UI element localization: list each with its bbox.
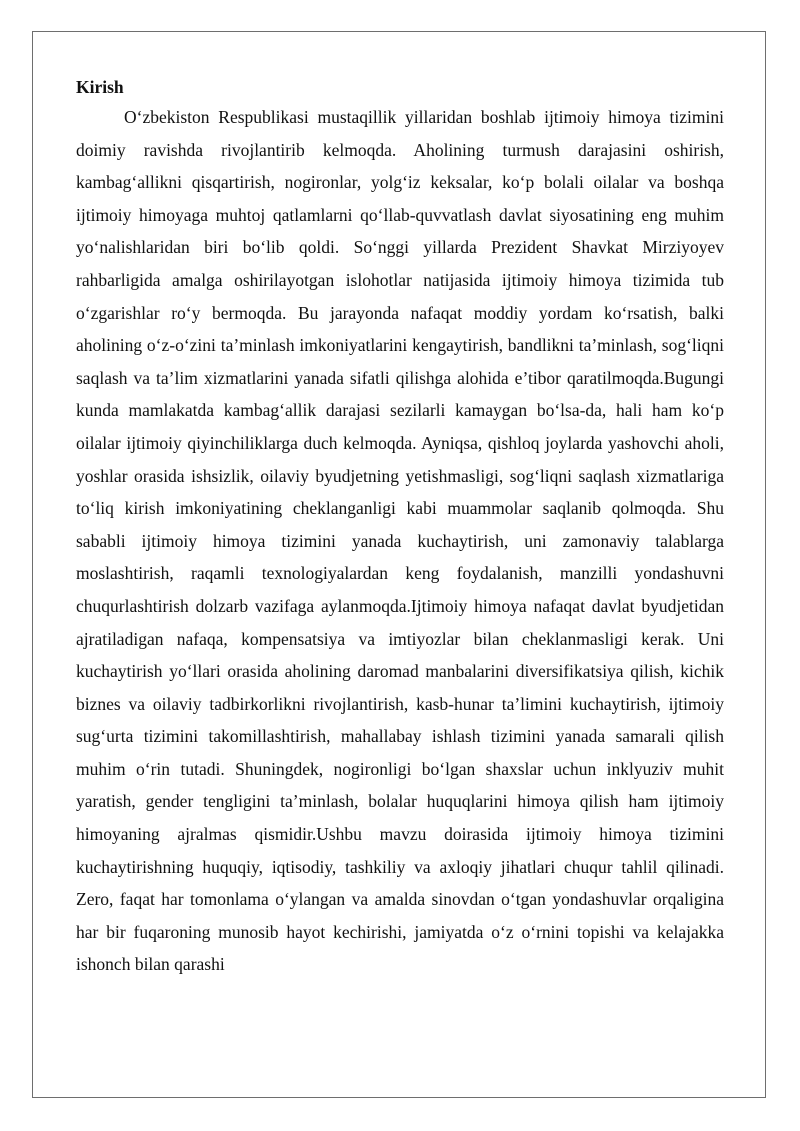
section-heading: Kirish — [76, 77, 124, 97]
body-paragraph: O‘zbekiston Respublikasi mustaqillik yillaridan boshlab ijtimoiy himoya tizimini doimiy ravishda rivojlantirib kelmoqda. Aholining turmush darajasini oshirish, kambag‘allikni qisqartirish, nogironlar, yolg‘iz keksalar, ko‘p bolali oilalar va boshqa ijtimoiy himoyaga muhtoj qatlamlarni qo‘llab-quvvatlash davlat siyosatining eng muhim yo‘nalishlaridan biri bo‘lib qoldi. So‘nggi yillarda Prezident Shavkat Mirziyoyev rahbarligida amalga oshirilayotgan islohotlar natijasida ijtimoiy himoya tizimida tub o‘zgarishlar ro‘y bermoqda. Bu jarayonda nafaqat moddiy yordam ko‘rsatish, balki aholining o‘z-o‘zini ta’minlash imkoniyatlarini kengaytirish, bandlikni ta’minlash, sog‘liqni saqlash va ta’lim xizmatlarini yanada sifatli qilishga alohida e’tibor qaratilmoqda.Bugungi kunda mamlakatda kambag‘allik darajasi sezilarli kamaygan bo‘lsa-da, hali ham ko‘p oilalar ijtimoiy qiyinchiliklarga duch kelmoqda. Ayniqsa, qishloq joylarda yashovchi aholi, yoshlar orasida ishsizlik, oilaviy byudjetning yetishmasligi, sog‘liqni saqlash xizmatlariga to‘liq kirish imkoniyatining cheklanganligi kabi muammolar saqlanib qolmoqda. Shu sababli ijtimoiy himoya tizimini yanada kuchaytirish, uni zamonaviy talablarga moslashtirish, raqamli texnologiyalardan keng foydalanish, manzilli yondashuvni chuqurlashtirish dolzarb vazifaga aylanmoqda.Ijtimoiy himoya nafaqat davlat byudjetidan ajratiladigan nafaqa, kompensatsiya va imtiyozlar bilan cheklanmasligi kerak. Uni kuchaytirish yo‘llari orasida aholining daromad manbalarini diversifikatsiya qilish, kichik biznes va oilaviy tadbirkorlikni rivojlantirish, kasb-hunar ta’limini kuchaytirish, ijtimoiy sug‘urta tizimini takomillashtirish, mahallabay ishlash tizimini yanada samarali qilish muhim o‘rin tutadi. Shuningdek, nogironligi bo‘lgan shaxslar uchun inklyuziv muhit yaratish, gender tengligini ta’minlash, bolalar huquqlarini himoya qilish ham ijtimoiy himoyaning ajralmas qismidir.Ushbu mavzu doirasida ijtimoiy himoya tizimini kuchaytirishning huquqiy, iqtisodiy, tashkiliy va axloqiy jihatlari chuqur tahlil qilinadi. Zero, faqat har tomonlama o‘ylangan va amalda sinovdan o‘tgan yondashuvlar orqaligina har bir fuqaroning munosib hayot kechirishi, jamiyatda o‘z o‘rnini topishi va kelajakka ishonch bilan qarashi — [76, 107, 724, 975]
document-content — [76, 74, 724, 981]
